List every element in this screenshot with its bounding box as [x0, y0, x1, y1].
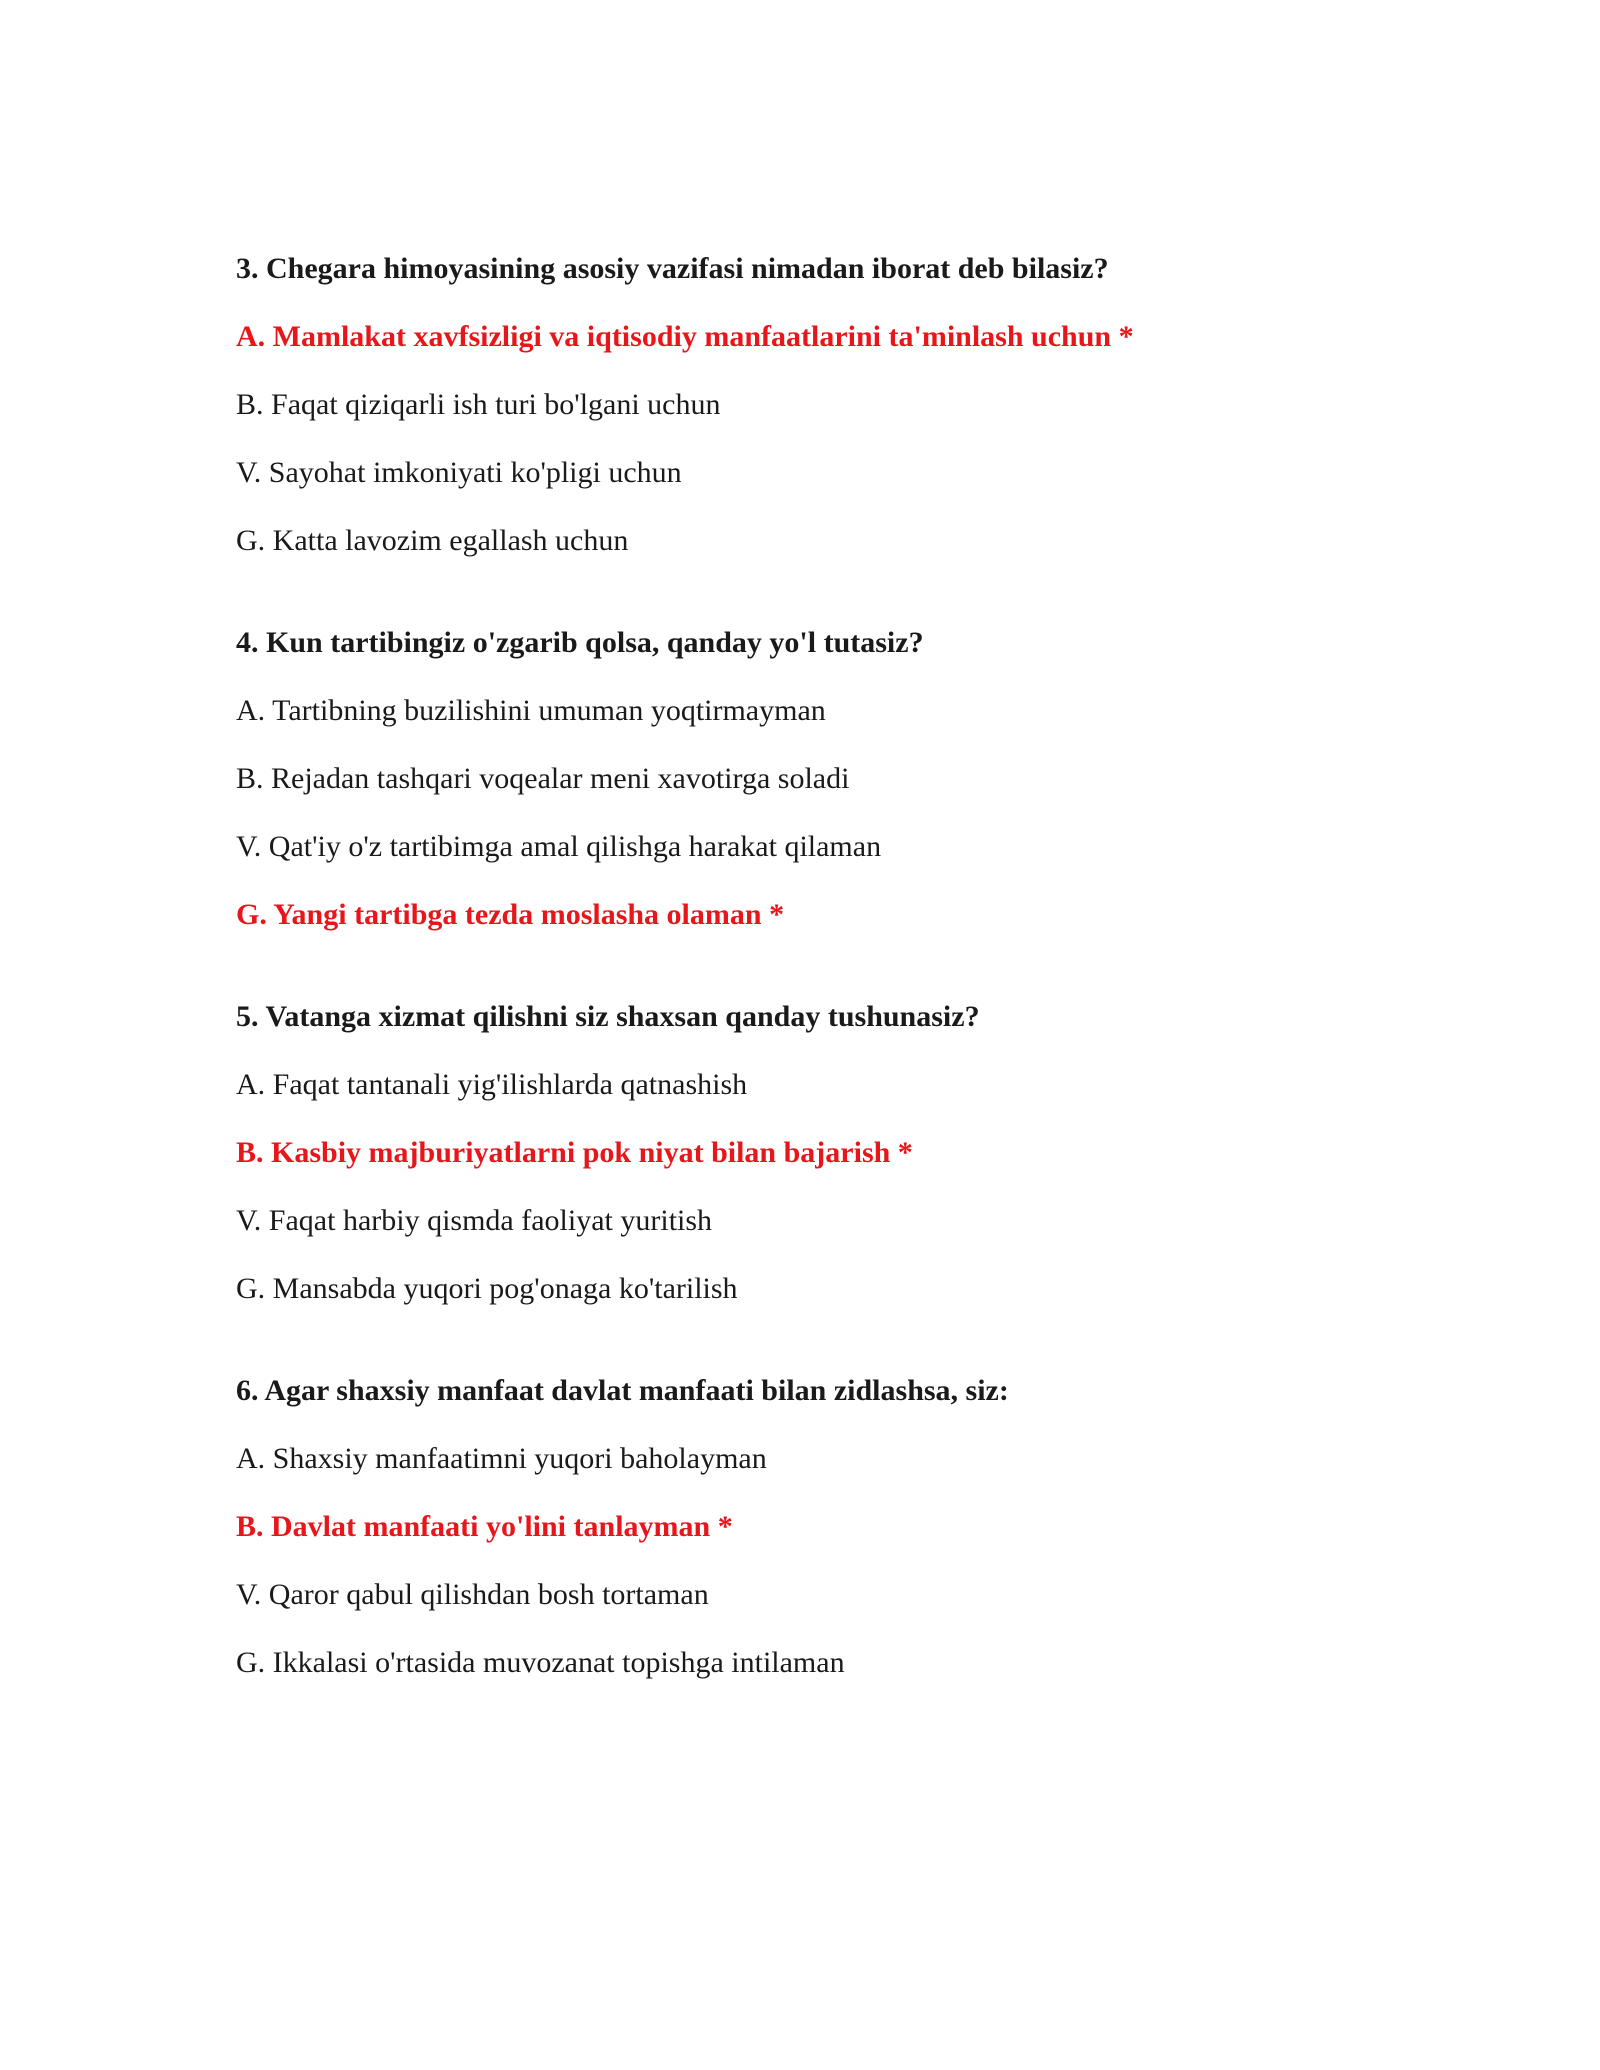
option-v: V. Qaror qabul qilishdan bosh tortaman	[236, 1578, 709, 1611]
option-a-correct: A. Mamlakat xavfsizligi va iqtisodiy manfaatlarini ta'minlash uchun *	[236, 320, 1134, 353]
question-3	[236, 252, 1436, 558]
option-a: A. Faqat tantanali yig'ilishlarda qatnashish	[236, 1068, 748, 1101]
option-v: V. Sayohat imkoniyati ko'pligi uchun	[236, 456, 682, 489]
question-title: 5. Vatanga xizmat qilishni siz shaxsan qanday tushunasiz?	[236, 1000, 980, 1033]
document-page	[236, 252, 1436, 1748]
option-g: G. Ikkalasi o'rtasida muvozanat topishga intilaman	[236, 1646, 845, 1679]
option-b: B. Rejadan tashqari voqealar meni xavotirga soladi	[236, 762, 850, 795]
question-5	[236, 1000, 1436, 1306]
option-v: V. Faqat harbiy qismda faoliyat yuritish	[236, 1204, 713, 1237]
option-b-correct: B. Davlat manfaati yo'lini tanlayman *	[236, 1510, 733, 1543]
question-6	[236, 1374, 1436, 1680]
option-g: G. Katta lavozim egallash uchun	[236, 524, 629, 557]
question-4	[236, 626, 1436, 932]
option-g: G. Mansabda yuqori pog'onaga ko'tarilish	[236, 1272, 738, 1305]
question-title: 6. Agar shaxsiy manfaat davlat manfaati bilan zidlashsa, siz:	[236, 1374, 1009, 1407]
option-b: B. Faqat qiziqarli ish turi bo'lgani uchun	[236, 388, 721, 421]
option-b-correct: B. Kasbiy majburiyatlarni pok niyat bilan bajarish *	[236, 1136, 913, 1169]
option-v: V. Qat'iy o'z tartibimga amal qilishga harakat qilaman	[236, 830, 882, 863]
question-title: 3. Chegara himoyasining asosiy vazifasi nimadan iborat deb bilasiz?	[236, 252, 1109, 285]
option-a: A. Tartibning buzilishini umuman yoqtirmayman	[236, 694, 826, 727]
option-g-correct: G. Yangi tartibga tezda moslasha olaman *	[236, 898, 785, 931]
option-a: A. Shaxsiy manfaatimni yuqori baholayman	[236, 1442, 767, 1475]
question-title: 4. Kun tartibingiz o'zgarib qolsa, qanday yo'l tutasiz?	[236, 626, 924, 659]
